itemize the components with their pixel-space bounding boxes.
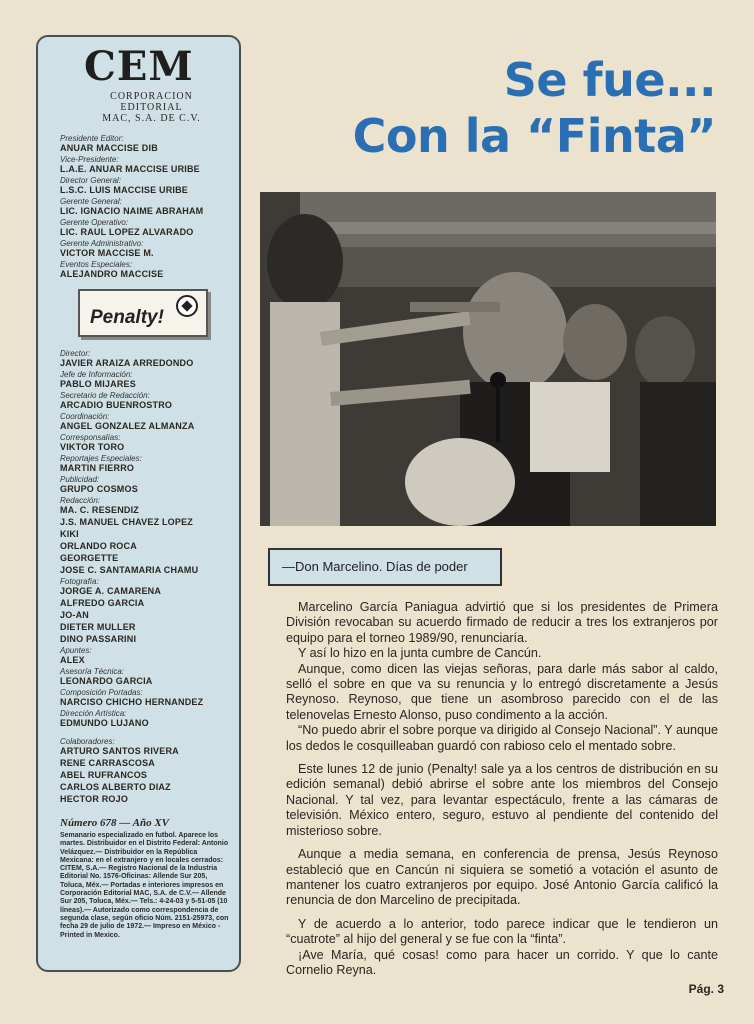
staff-name: ARCADIO BUENROSTRO xyxy=(60,400,173,410)
staff-name: PABLO MIJARES xyxy=(60,379,136,389)
article-paragraph: Marcelino García Paniagua advirtió que si los presidentes de Primera División revocaban su acuerdo firmado de reducir a tres los extranjeros por equipo para el torneo 1989/90, renunciaría. xyxy=(286,600,718,645)
staff-role: Eventos Especiales: xyxy=(60,260,133,269)
press-conference-photo-illustration xyxy=(260,192,716,526)
article-body xyxy=(286,600,718,978)
staff-name: DINO PASSARINI xyxy=(60,634,137,644)
headline-line-2: Con la “Finta” xyxy=(352,109,716,163)
press-photo xyxy=(260,192,716,526)
staff-name: LIC. RAUL LOPEZ ALVARADO xyxy=(60,227,194,237)
staff-role: Vice-Presidente: xyxy=(60,155,119,164)
staff-name: ANUAR MACCISE DIB xyxy=(60,143,158,153)
staff-role: Gerente General: xyxy=(60,197,122,206)
masthead-box xyxy=(36,35,241,972)
staff-name: ALEJANDRO MACCISE xyxy=(60,269,164,279)
staff-role: Colaboradores: xyxy=(60,737,115,746)
article-paragraph: “No puedo abrir el sobre porque va dirigido al Consejo Nacional”. Y aunque los dedos le cosquilleaban guardó con rabioso celo el mentado sobre. xyxy=(286,723,718,753)
staff-name: JOSE C. SANTAMARIA CHAMU xyxy=(60,565,199,575)
staff-role: Gerente Operativo: xyxy=(60,218,129,227)
staff-name: JAVIER ARAIZA ARREDONDO xyxy=(60,358,194,368)
article-paragraph: Aunque, como dicen las viejas señoras, para darle más sabor al caldo, selló el sobre en que va su renuncia y lo entregó discretamente a Jesús Reynoso. Reynoso, que tiene un asombroso parecido con el de las telenovelas Ernesto Alonso, puso condimento a la acción. xyxy=(286,661,718,722)
staff-name: EDMUNDO LUJANO xyxy=(60,718,149,728)
staff-name: VIKTOR TORO xyxy=(60,442,125,452)
staff-role: Dirección Artística: xyxy=(60,709,127,718)
staff-name: DIETER MULLER xyxy=(60,622,136,632)
staff-role: Secretario de Redacción: xyxy=(60,391,150,400)
staff-name: JO-AN xyxy=(60,610,90,620)
corporation-name: CORPORACION EDITORIAL MAC, S.A. DE C.V. xyxy=(102,91,201,124)
executive-staff-list xyxy=(60,134,231,280)
staff-role: Publicidad: xyxy=(60,475,100,484)
article-paragraph: Este lunes 12 de junio (Penalty! sale ya a los centros de distribución en su edición semanal) debió abrirse el sobre ante los miembros del Consejo Nacional. Y tal vez, para levantar espectáculo, frente a las cámaras de televisión. México entero, seguro, estuvo al pendiente del contenido del misterioso sobre. xyxy=(286,762,718,838)
staff-name: LIC. IGNACIO NAIME ABRAHAM xyxy=(60,206,204,216)
staff-name: ORLANDO ROCA xyxy=(60,541,137,551)
staff-name: GRUPO COSMOS xyxy=(60,484,138,494)
page-number: Pág. 3 xyxy=(688,982,724,996)
staff-name: L.S.C. LUIS MACCISE URIBE xyxy=(60,185,189,195)
staff-role: Gerente Administrativo: xyxy=(60,239,144,248)
staff-name: VICTOR MACCISE M. xyxy=(60,248,154,258)
staff-name: LEONARDO GARCIA xyxy=(60,676,153,686)
penalty-logo: Penalty! xyxy=(78,289,208,337)
article-paragraph: Aunque a media semana, en conferencia de prensa, Jesús Reynoso estableció que en Cancún ni siquiera se sometió a votación el asunto de mantener los cuatro extranjeros por equipo. José Antonio García calificó la renuncia de don Marcelino de precipitada. xyxy=(286,847,718,908)
staff-role: Fotografía: xyxy=(60,577,99,586)
staff-role: Apuntes: xyxy=(60,646,92,655)
issue-number: Número 678 — Año XV xyxy=(60,817,170,829)
staff-role: Redacción: xyxy=(60,496,101,505)
headline-line-1: Se fue... xyxy=(503,53,716,107)
article-paragraph: Y así lo hizo en la junta cumbre de Cancún. xyxy=(298,646,542,661)
staff-name: KIKI xyxy=(60,529,79,539)
staff-role: Director General: xyxy=(60,176,121,185)
staff-name: HECTOR ROJO xyxy=(60,794,129,804)
staff-name: NARCISO CHICHO HERNANDEZ xyxy=(60,697,204,707)
staff-name: CARLOS ALBERTO DIAZ xyxy=(60,782,171,792)
article-paragraph: Y de acuerdo a lo anterior, todo parece indicar que le tendieron un “cuatrote” al hijo del general y se fue con la “finta”. xyxy=(286,916,718,947)
cem-logo: CEM xyxy=(84,43,194,90)
staff-name: ABEL RUFRANCOS xyxy=(60,770,148,780)
staff-name: ALFREDO GARCIA xyxy=(60,598,145,608)
staff-role: Jefe de Información: xyxy=(60,370,133,379)
staff-name: GEORGETTE xyxy=(60,553,119,563)
staff-role: Director: xyxy=(60,349,91,358)
editorial-staff-list xyxy=(60,349,231,805)
soccer-ball-icon xyxy=(176,295,198,317)
staff-role: Reportajes Especiales: xyxy=(60,454,142,463)
staff-name: MA. C. RESENDIZ xyxy=(60,505,140,515)
staff-name: JORGE A. CAMARENA xyxy=(60,586,162,596)
staff-role: Asesoría Técnica: xyxy=(60,667,125,676)
staff-name: L.A.E. ANUAR MACCISE URIBE xyxy=(60,164,200,174)
staff-role: Composición Portadas: xyxy=(60,688,143,697)
staff-role: Presidente Editor: xyxy=(60,134,124,143)
article-paragraph: ¡Ave María, qué cosas! como para hacer un corrido. Y que lo cante Cornelio Reyna. xyxy=(286,947,718,977)
publication-fine-print: Semanario especializado en futbol. Aparece los martes. Distribuidor en el Distrito Federal: Antonio Velázquez.— Distribuidor en la República Mexicana: en el extranjero y en locales cerrados: CITEM, S.A.— Registro Nacional de la Industria Editorial No. 1576-Oficinas: Allende Sur 205, Toluca, Méx.— Portadas e interiores impresos en Corporación Editorial MAC, S.A. de C.V.— Allende Sur 205, Toluca, Méx.— Tels.: 4-24-03 y 5-51-05 (10 líneas).— Autorizado como correspondencia de segunda clase, según oficio Núm. 2151-25973, con fecha 29 de julio de 1972.— Impreso en México - Printed in Mexico. xyxy=(60,832,229,939)
staff-role: Coordinación: xyxy=(60,412,110,421)
staff-name: ANGEL GONZALEZ ALMANZA xyxy=(60,421,195,431)
staff-role: Corresponsalías: xyxy=(60,433,121,442)
staff-name: RENE CARRASCOSA xyxy=(60,758,156,768)
photo-caption: —Don Marcelino. Días de poder xyxy=(268,548,502,586)
staff-name: MARTIN FIERRO xyxy=(60,463,135,473)
article-headline xyxy=(353,52,716,164)
staff-name: ALEX xyxy=(60,655,85,665)
staff-name: ARTURO SANTOS RIVERA xyxy=(60,746,179,756)
staff-name: J.S. MANUEL CHAVEZ LOPEZ xyxy=(60,517,193,527)
